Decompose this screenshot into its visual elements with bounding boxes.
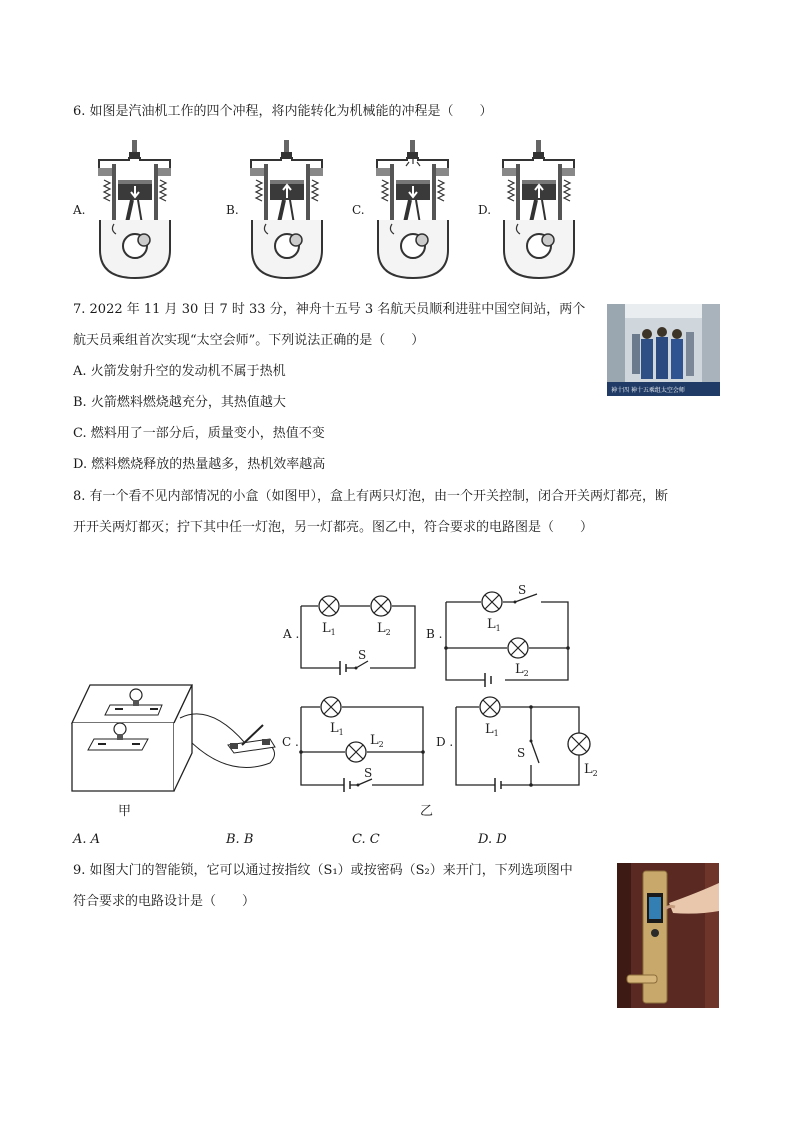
q8-answer-a: A. A bbox=[73, 832, 101, 847]
label-l1: $L_1$ bbox=[330, 721, 344, 737]
q8-answer-d: D. D bbox=[478, 832, 507, 847]
engine-diagram-a bbox=[94, 140, 176, 280]
label-l1: $L_1$ bbox=[322, 621, 336, 637]
label-l2: $L_2$ bbox=[515, 662, 529, 678]
q6-label-b: B. bbox=[226, 203, 239, 217]
engine-diagram-c bbox=[372, 140, 454, 280]
label-s: S bbox=[517, 746, 526, 760]
q9-stem-line1: 9. 如图大门的智能锁，它可以通过按指纹（S₁）或按密码（S₂）来开门，下列选项图中 bbox=[73, 863, 573, 878]
label-l2: $L_2$ bbox=[584, 762, 598, 778]
q7-stem-line2: 航天员乘组首次实现“太空会师”。下列说法正确的是（ ） bbox=[73, 333, 425, 348]
circuit-diagram-a bbox=[300, 590, 418, 680]
label-l1: $L_1$ bbox=[487, 617, 501, 633]
q8-stem-line2: 开开关两灯都灭；拧下其中任一灯泡，另一灯都亮。图乙中，符合要求的电路图是（ ） bbox=[73, 520, 594, 535]
q6-stem: 6. 如图是汽油机工作的四个冲程，将内能转化为机械能的冲程是（ ） bbox=[73, 104, 493, 119]
circuit-label-a: A . bbox=[283, 627, 300, 641]
circuit-label-b: B . bbox=[426, 627, 443, 641]
label-l2: $L_2$ bbox=[370, 733, 384, 749]
q7-option-c: C. 燃料用了一部分后，质量变小，热值不变 bbox=[73, 426, 325, 441]
q9-stem-line2: 符合要求的电路设计是（ ） bbox=[73, 894, 256, 909]
circuit-diagram-d bbox=[455, 695, 605, 795]
label-s: S bbox=[518, 583, 527, 597]
smart-lock-photo bbox=[617, 863, 719, 1008]
label-l2: $L_2$ bbox=[377, 621, 391, 637]
circuit-diagram-c bbox=[300, 695, 428, 795]
engine-diagram-b bbox=[246, 140, 328, 280]
circuit-diagram-b bbox=[445, 580, 573, 684]
astronaut-photo-caption: 神十四 神十五乘组太空会师 bbox=[611, 387, 685, 394]
q6-label-d: D. bbox=[478, 203, 492, 217]
figure-label-yi: 乙 bbox=[420, 804, 434, 819]
figure-label-jia: 甲 bbox=[118, 804, 132, 819]
q8-answer-b: B. B bbox=[226, 832, 254, 847]
label-l1: $L_1$ bbox=[485, 722, 499, 738]
q8-stem-line1: 8. 有一个看不见内部情况的小盒（如图甲），盒上有两只灯泡，由一个开关控制，闭合开关两灯都亮，断 bbox=[73, 489, 669, 504]
astronaut-photo bbox=[607, 304, 720, 396]
q6-label-c: C. bbox=[352, 203, 365, 217]
circuit-label-c: C . bbox=[282, 735, 299, 749]
q7-option-d: D. 燃料燃烧释放的热量越多，热机效率越高 bbox=[73, 457, 326, 472]
q7-stem-line1: 7. 2022 年 11 月 30 日 7 时 33 分，神舟十五号 3 名航天员顺利进驻中国空间站，两个 bbox=[73, 302, 586, 317]
label-s: S bbox=[364, 766, 373, 780]
q7-option-b: B. 火箭燃料燃烧越充分，其热值越大 bbox=[73, 395, 286, 410]
engine-diagram-d bbox=[498, 140, 580, 280]
label-s: S bbox=[358, 648, 367, 662]
circuit-label-d: D . bbox=[436, 735, 454, 749]
q7-option-a: A. 火箭发射升空的发动机不属于热机 bbox=[73, 364, 286, 379]
box-figure-jia bbox=[70, 683, 285, 793]
q8-answer-c: C. C bbox=[352, 832, 380, 847]
q6-label-a: A. bbox=[73, 203, 86, 217]
